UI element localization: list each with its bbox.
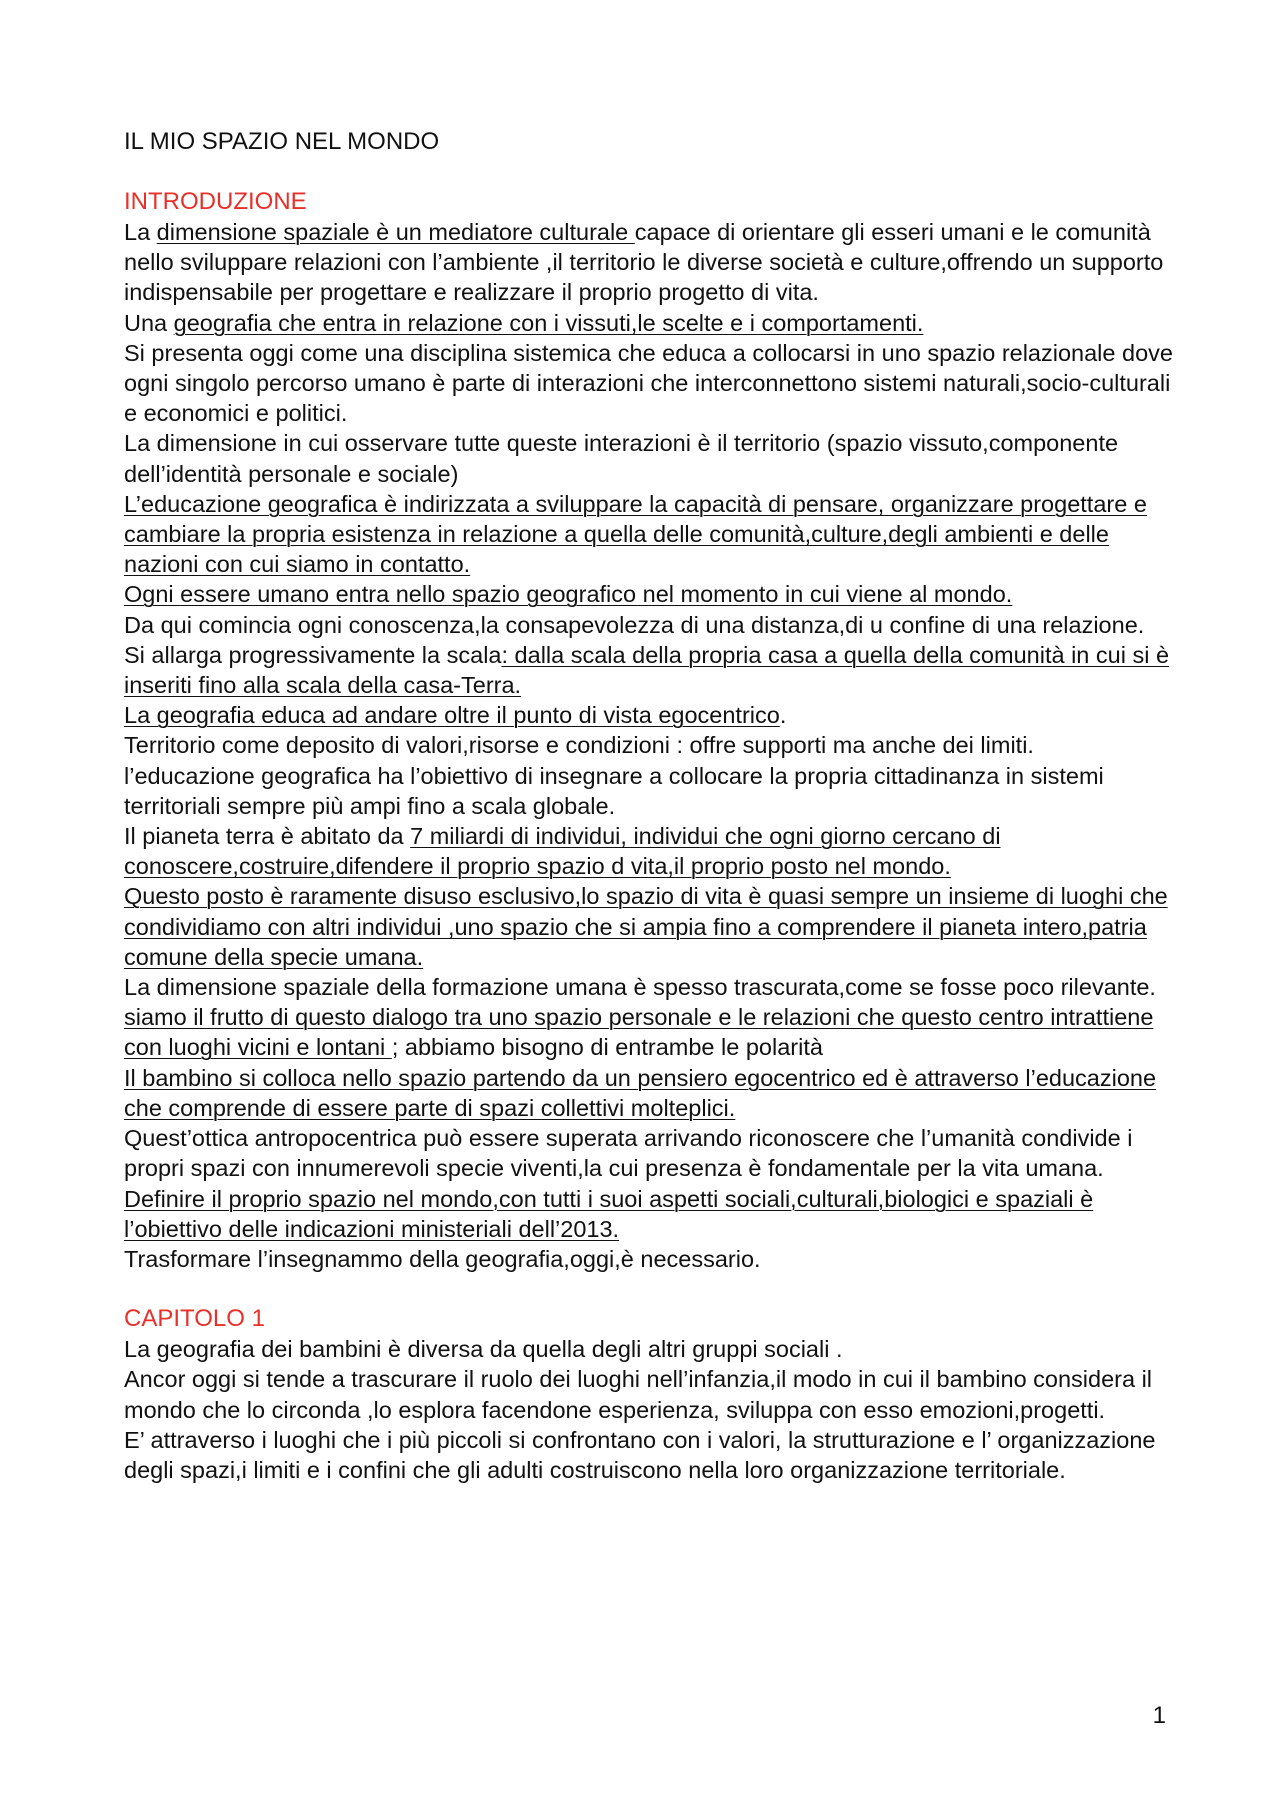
underlined-text: 7 miliardi di individui, individui che ogni giorno cercano di conoscere,costruire,difendere il proprio spazio d vita,il proprio posto nel mondo. — [124, 823, 1001, 880]
text-run: Il pianeta terra è abitato da — [124, 823, 411, 850]
text-run: capace di orientare gli esseri umani e le comunità nello sviluppare relazioni con l’ambiente ,il territorio le diverse società e culture,offrendo un supporto indispensabile per progettare e realizzare il proprio progetto di vita. — [124, 219, 1164, 306]
paragraph — [124, 700, 1174, 730]
text-run: Ancor oggi si tende a trascurare il ruolo dei luoghi nell’infanzia,il modo in cui il bambino considera il mondo che lo circonda ,lo esplora facendone esperienza, sviluppa con esso emozioni,progetti. — [124, 1366, 1153, 1423]
section-1 — [124, 187, 1174, 1274]
section-2 — [124, 1304, 1174, 1485]
document-title: IL MIO SPAZIO NEL MONDO — [124, 128, 440, 155]
underlined-text: Questo posto è raramente disuso esclusivo,lo spazio di vita è quasi sempre un insieme di luoghi che condividiamo con altri individui ,uno spazio che si ampia fino a comprendere il pianeta intero,patria comune della specie umana. — [124, 883, 1168, 970]
section-spacer — [124, 1274, 1174, 1304]
paragraph — [124, 881, 1174, 972]
underlined-text: L’educazione geografica è indirizzata a sviluppare la capacità di pensare, organizzare progettare e cambiare la propria esistenza in relazione a quella delle comunità,culture,degli ambienti e delle nazioni con cui siamo in contatto. — [124, 490, 1147, 578]
underlined-text: Ogni essere umano entra nello spazio geografico nel momento in cui viene al mondo. — [124, 581, 1013, 608]
underlined-text: Definire il proprio spazio nel mondo,con tutti i suoi aspetti sociali,culturali,biologici e spaziali è l’obiettivo delle indicazioni ministeriali dell’2013. — [124, 1185, 1094, 1242]
underlined-text: dimensione spaziale è un mediatore culturale — [156, 219, 635, 245]
paragraph — [124, 338, 1174, 429]
underlined-text: siamo il frutto di questo dialogo tra uno spazio personale e le relazioni che questo centro intrattiene con luoghi vicini e lontani — [124, 1004, 1154, 1061]
text-run: La geografia dei bambini è diversa da quella degli altri gruppi sociali . — [124, 1336, 843, 1363]
section-heading: CAPITOLO 1 — [124, 1305, 265, 1333]
paragraph — [124, 1244, 1174, 1274]
page-number: 1 — [1152, 1702, 1166, 1729]
text-run: Trasformare l’insegnammo della geografia,oggi,è necessario. — [124, 1245, 761, 1272]
paragraph — [124, 610, 1174, 640]
paragraph — [124, 1184, 1174, 1244]
text-run: La dimensione spaziale della formazione umana è spesso trascurata,come se fosse poco rilevante. — [124, 974, 1156, 1001]
text-run: l’educazione geografica ha l’obiettivo di insegnare a collocare la propria cittadinanza in sistemi territoriali sempre più ampi fino a scala globale. — [124, 762, 1104, 819]
document-body — [124, 127, 1174, 1485]
section-heading: INTRODUZIONE — [124, 188, 307, 215]
text-run: La dimensione in cui osservare tutte queste interazioni è il territorio (spazio vissuto,componente dell’identità personale e sociale) — [124, 430, 1119, 487]
paragraph — [124, 1123, 1174, 1183]
paragraph — [124, 217, 1174, 308]
text-run: E’ attraverso i luoghi che i più piccoli si confrontano con i valori, la strutturazione e l’ organizzazione degli spazi,i limiti e i confini che gli adulti costruiscono nella loro organizzazione territoriale. — [124, 1426, 1156, 1483]
text-run: . — [779, 702, 787, 729]
text-run: Si presenta oggi come una disciplina sistemica che educa a collocarsi in uno spazio relazionale dove ogni singolo percorso umano è parte di interazioni che interconnettono sistemi naturali,socio-culturali e economici e politici. — [124, 339, 1173, 427]
text-run: La — [124, 219, 157, 245]
text-run: ; abbiamo bisogno di entrambe le polarità — [391, 1034, 823, 1061]
underlined-text: : dalla scala della propria casa a quella della comunità in cui si è inseriti fino alla scala della casa-Terra. — [124, 641, 1170, 699]
paragraph — [124, 428, 1174, 488]
paragraph — [124, 761, 1174, 821]
underlined-text: geografia che entra in relazione con i vissuti,le scelte e i comportamenti. — [173, 309, 924, 336]
text-run: Da qui comincia ogni conoscenza,la consapevolezza di una distanza,di u confine di una relazione. — [124, 611, 1145, 638]
paragraph — [124, 579, 1174, 609]
paragraph — [124, 972, 1174, 1002]
paragraph — [124, 1334, 1174, 1364]
paragraph — [124, 1002, 1174, 1062]
paragraph — [124, 308, 1174, 338]
paragraph — [124, 1364, 1174, 1424]
paragraph — [124, 730, 1174, 760]
paragraph — [124, 821, 1174, 881]
sections-container — [124, 187, 1174, 1485]
text-run: Quest’ottica antropocentrica può essere superata arrivando riconoscere che l’umanità condivide i propri spazi con innumerevoli specie viventi,la cui presenza è fondamentale per la vita umana. — [124, 1125, 1133, 1182]
paragraph — [124, 1425, 1174, 1485]
underlined-text: La geografia educa ad andare oltre il punto di vista egocentrico — [124, 702, 780, 729]
paragraph — [124, 1063, 1174, 1123]
text-run: Si allarga progressivamente la scala — [124, 641, 502, 668]
paragraph — [124, 640, 1174, 700]
text-run: Territorio come deposito di valori,risorse e condizioni : offre supporti ma anche dei limiti. — [124, 732, 1034, 759]
underlined-text: Il bambino si colloca nello spazio partendo da un pensiero egocentrico ed è attraverso l’educazione che comprende di essere parte di spazi collettivi molteplici. — [124, 1064, 1157, 1121]
paragraph — [124, 489, 1174, 580]
text-run: Una — [124, 309, 174, 336]
